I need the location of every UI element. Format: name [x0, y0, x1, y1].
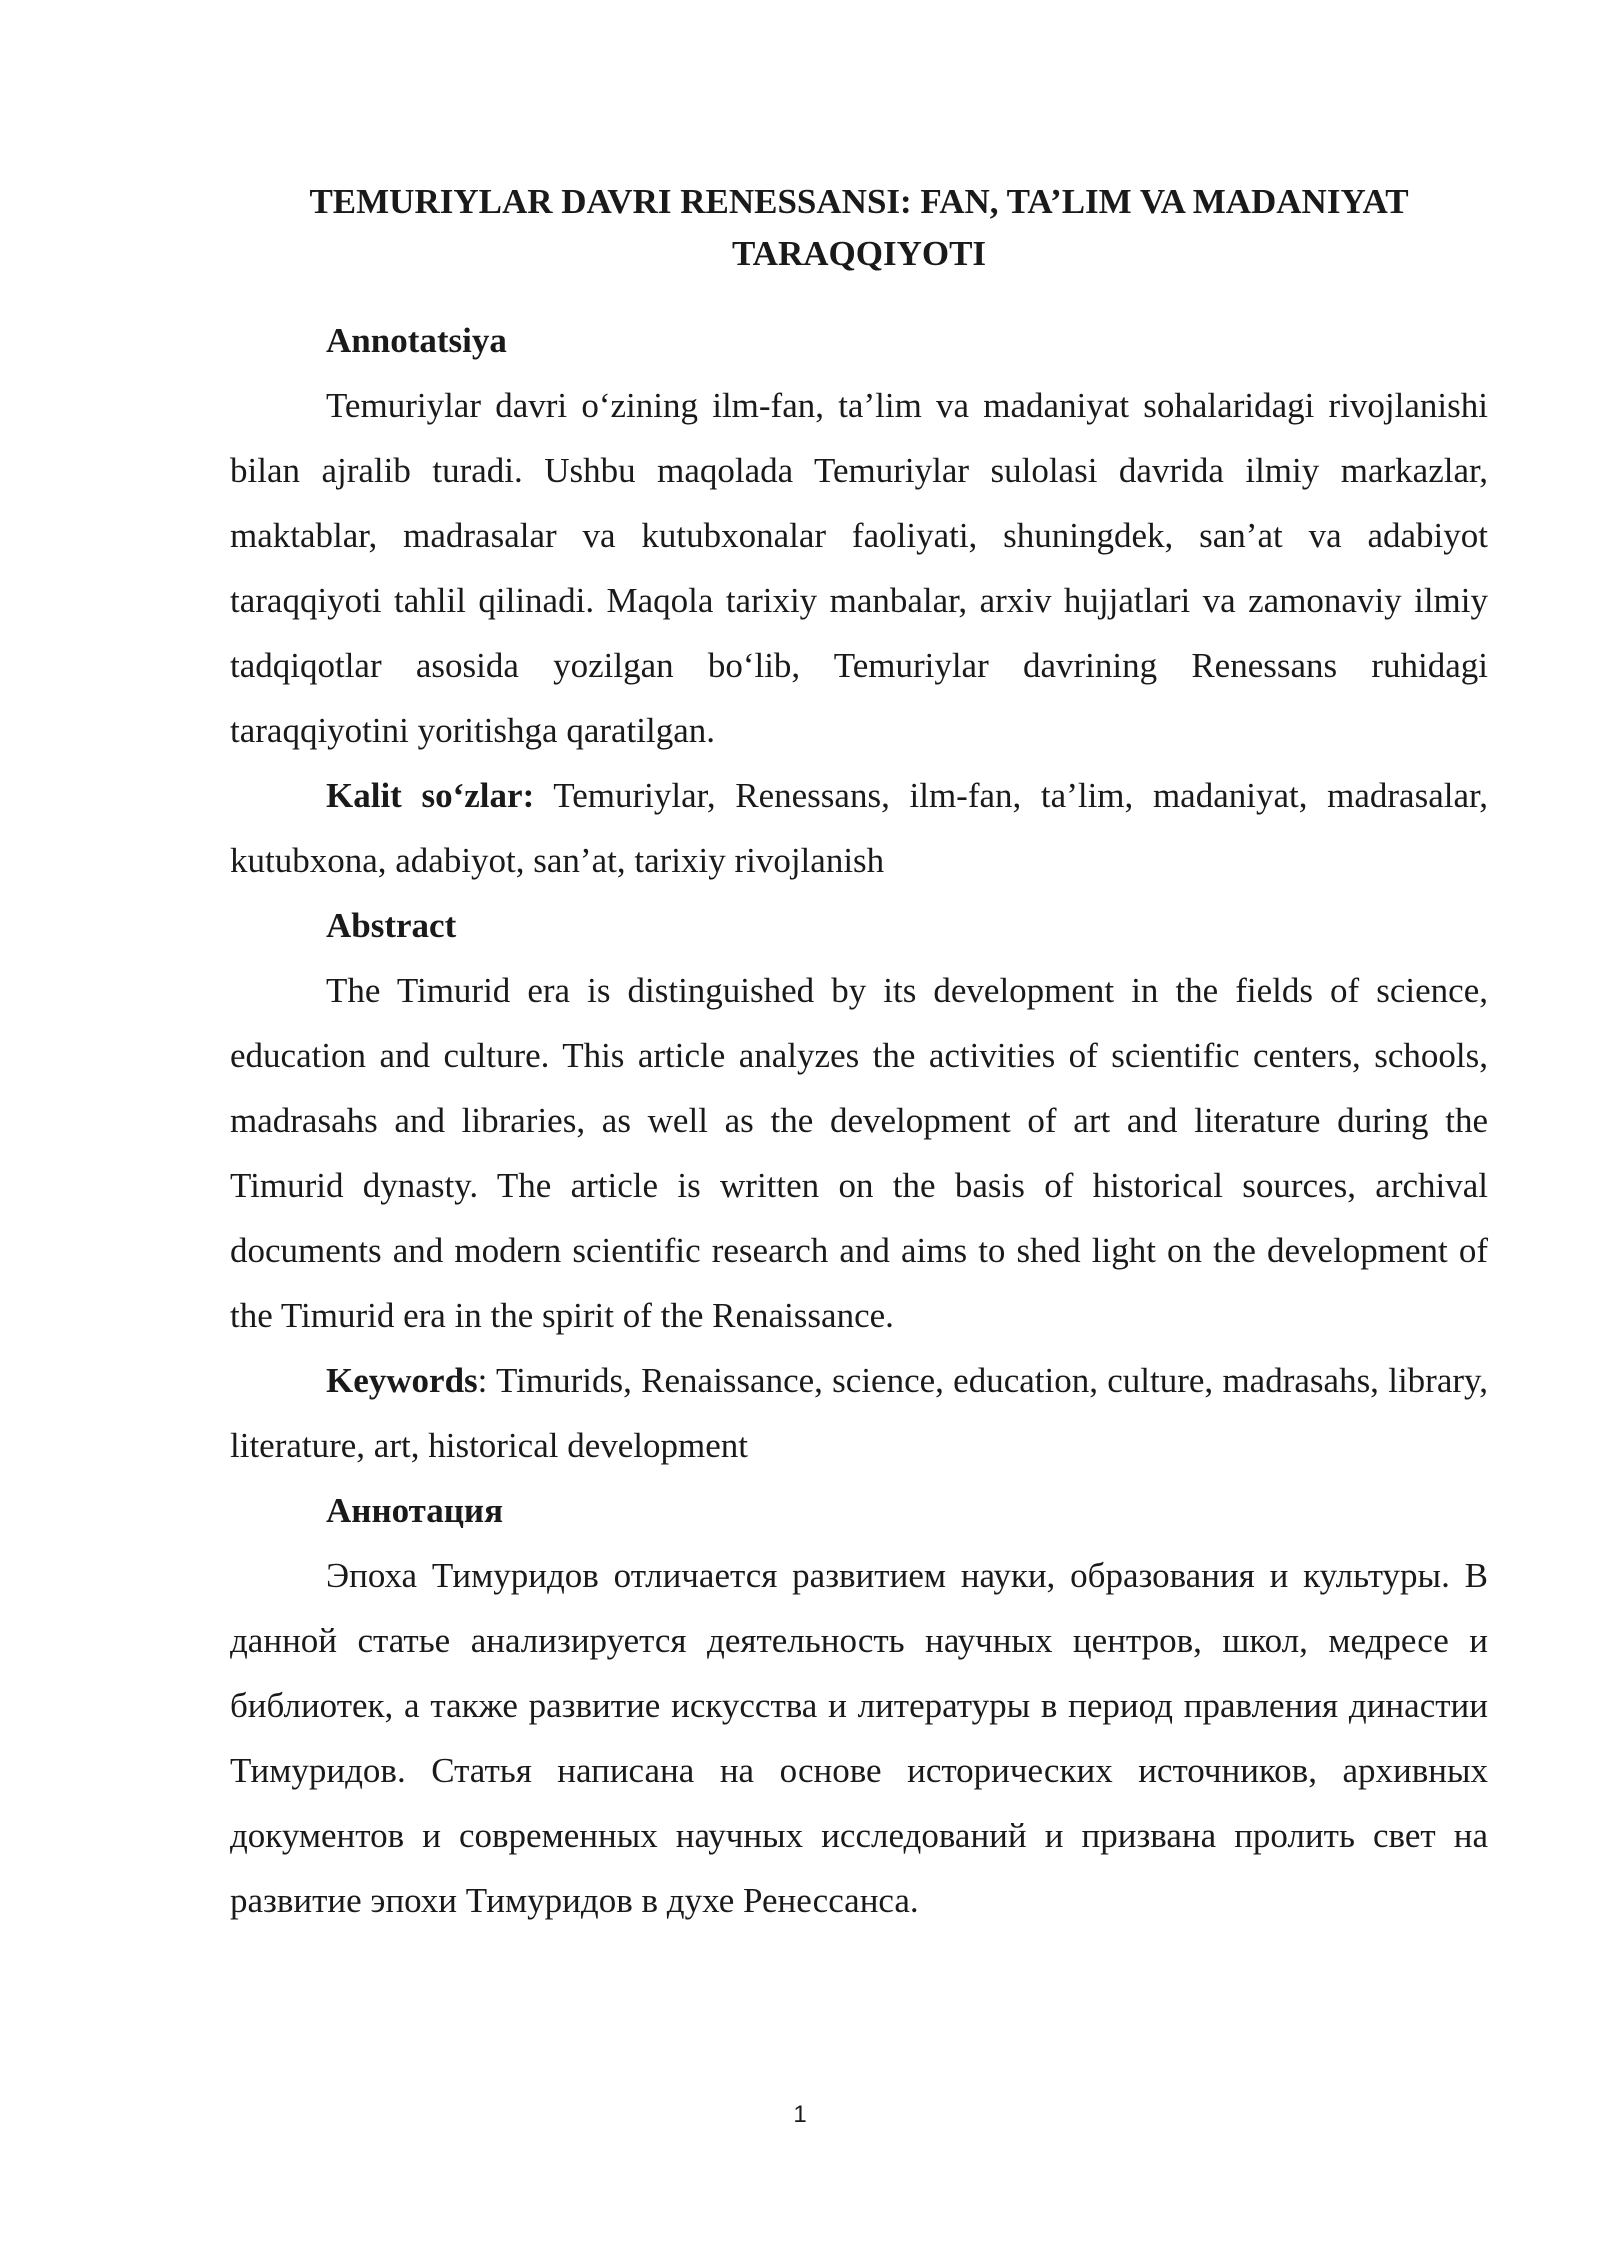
- keywords-uz-text: Temuriylar, Renessans, ilm-fan, ta’lim, madaniyat, madrasalar, kutubxona, adabiyot, san’at, tarixiy rivojlanish: [230, 776, 1489, 880]
- abstract-en-heading: Abstract: [326, 906, 457, 945]
- keywords-en: [230, 1348, 1488, 1478]
- annotation-uz-section: [230, 308, 1488, 763]
- page-content: [230, 176, 1488, 1933]
- keywords-uz-label: Kalit so‘zlar:: [326, 776, 535, 815]
- annotation-uz-text: Temuriylar davri o‘zining ilm-fan, ta’lim va madaniyat sohalaridagi rivojlanishi bilan ajralib turadi. Ushbu maqolada Temuriylar sulolasi davrida ilmiy markazlar, maktablar, madrasalar va kutubxonalar faoliyati, shuningdek, san’at va adabiyot taraqqiyoti tahlil qilinadi. Maqola tarixiy manbalar, arxiv hujjatlari va zamonaviy ilmiy tadqiqotlar asosida yozilgan bo‘lib, Temuriylar davrining Renessans ruhidagi taraqqiyotini yoritishga qaratilgan.: [230, 386, 1488, 750]
- annotation-ru-text: Эпоха Тимуридов отличается развитием науки, образования и культуры. В данной статье анализируется деятельность научных центров, школ, медресе и библиотек, а также развитие искусства и литературы в период правления династии Тимуридов. Статья написана на основе исторических источников, архивных документов и современных научных исследований и призвана пролить свет на развитие эпохи Тимуридов в духе Ренессанса.: [230, 1556, 1488, 1920]
- annotation-ru-section: [230, 1478, 1488, 1933]
- document-title: TEMURIYLAR DAVRI RENESSANSI: FAN, TA’LIM VA MADANIYAT TARAQQIYOTI: [309, 182, 1409, 273]
- annotation-uz-heading: Annotatsiya: [326, 321, 507, 360]
- abstract-en-text: The Timurid era is distinguished by its development in the fields of science, education and culture. This article analyzes the activities of scientific centers, schools, madrasahs and libraries, as well as the development of art and literature during the Timurid dynasty. The article is written on the basis of historical sources, archival documents and modern scientific research and aims to shed light on the development of the Timurid era in the spirit of the Renaissance.: [230, 971, 1488, 1335]
- page-number: 1: [793, 2101, 807, 2128]
- abstract-en-section: [230, 893, 1488, 1348]
- keywords-en-text: : Timurids, Renaissance, science, education, culture, madrasahs, library, literature, art, historical development: [230, 1361, 1488, 1465]
- keywords-en-label: Keywords: [326, 1361, 478, 1400]
- keywords-uz: [230, 763, 1488, 893]
- annotation-ru-heading: Аннотация: [326, 1491, 504, 1530]
